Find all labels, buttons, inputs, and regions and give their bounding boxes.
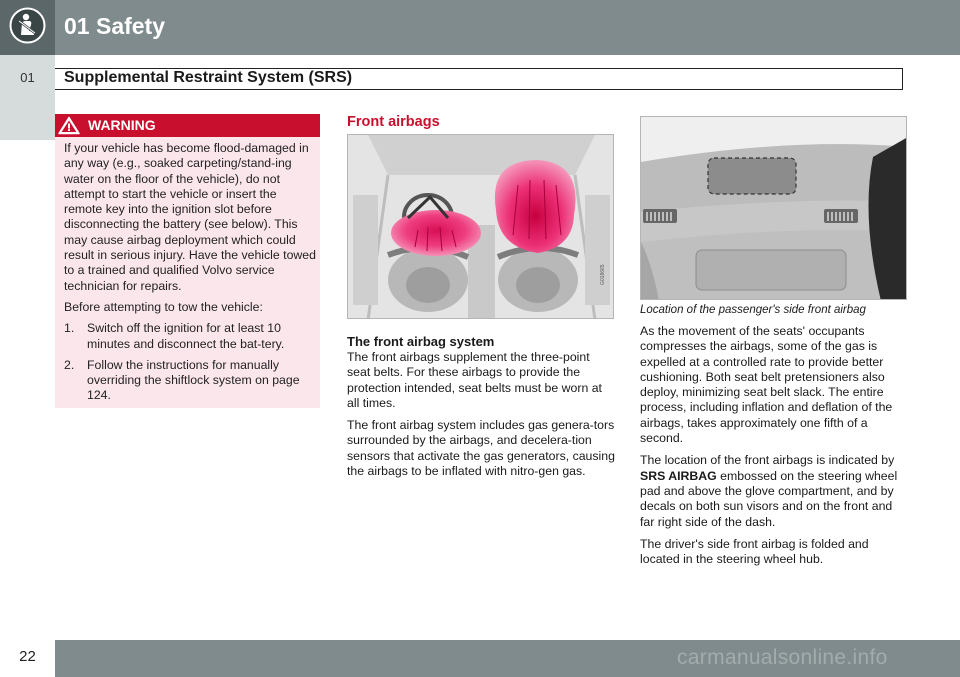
chapter-side-tab-label: 01 xyxy=(20,70,35,85)
text-run: The location of the front airbags is indicated by xyxy=(640,453,895,468)
figure-caption: Location of the passenger's side front airbag xyxy=(640,304,866,316)
warning-box xyxy=(55,114,320,408)
step-text: Follow the instructions for manually overriding the shiftlock system on page 124. xyxy=(87,357,300,403)
list-item xyxy=(64,321,316,352)
body-paragraph xyxy=(640,453,908,529)
page-number: 22 xyxy=(19,648,36,665)
warning-header xyxy=(55,114,320,137)
seatbelt-person-icon xyxy=(9,7,46,44)
front-airbag-system-text xyxy=(347,350,615,486)
warning-title: WARNING xyxy=(88,117,156,133)
srs-airbag-emphasis: SRS AIRBAG xyxy=(640,468,717,483)
figure-code: G018665 xyxy=(600,264,606,285)
body-paragraph: The driver's side front airbag is folded and located in the steering wheel hub. xyxy=(640,536,869,567)
warning-steps-list xyxy=(64,321,316,403)
chapter-side-tab xyxy=(0,55,55,140)
step-text: Switch off the ignition for at least 10 minutes and disconnect the bat-tery. xyxy=(87,321,285,351)
body-paragraph: The front airbag system includes gas genera-tors surrounded by the airbags, and decelera-tion sensors that activate the gas generators, causing the airbags to be inflated with nitro-gen gas. xyxy=(347,418,615,479)
chapter-title: 01 Safety xyxy=(64,13,166,39)
airbag-deployment-image xyxy=(348,135,614,319)
text-run: embossed on the steering wheel pad and above the glove compartment, and by decals on both sun visors and on the front and far right side of the dash. xyxy=(640,468,898,529)
list-item xyxy=(64,358,316,404)
front-airbags-illustration xyxy=(347,134,614,319)
body-paragraph: As the movement of the seats' occupants compresses the airbags, some of the gas is expelled at a controlled rate to provide better cushioning. Both seat belt pretensioners also deploy, minimizing seat belt slack. The entire process, including inflation and deflation of the airbags, takes approximately one fifth of a second. xyxy=(640,324,893,446)
body-paragraph: The front airbags supplement the three-point seat belts. For these airbags to provide the protection intended, seat belts must be worn at all times. xyxy=(347,350,602,410)
dashboard-image xyxy=(641,117,907,300)
step-number: 2. xyxy=(64,357,75,372)
chapter-logo xyxy=(0,0,55,55)
passenger-airbag-text xyxy=(640,324,908,574)
front-airbag-system-heading: The front airbag system xyxy=(347,334,495,349)
warning-text xyxy=(64,141,316,410)
warning-paragraph: Before attempting to tow the vehicle: xyxy=(64,299,263,314)
section-title: Supplemental Restraint System (SRS) xyxy=(64,69,353,86)
warning-paragraph: If your vehicle has become flood-damaged in any way (e.g., soaked carpeting/stand-ing water on the floor of the vehicle), do not attempt to start the vehicle or insert the remote key into the ignition slot before disconnecting the battery (see below). This may cause airbag deployment which could result in serious injury. Have the vehicle towed to a trained and qualified Volvo service technician for repairs. xyxy=(64,141,316,293)
passenger-airbag-illustration xyxy=(640,116,907,300)
watermark: carmanualsonline.info xyxy=(677,646,888,669)
front-airbags-heading: Front airbags xyxy=(347,114,440,130)
step-number: 1. xyxy=(64,321,75,336)
warning-triangle-icon xyxy=(58,116,80,135)
